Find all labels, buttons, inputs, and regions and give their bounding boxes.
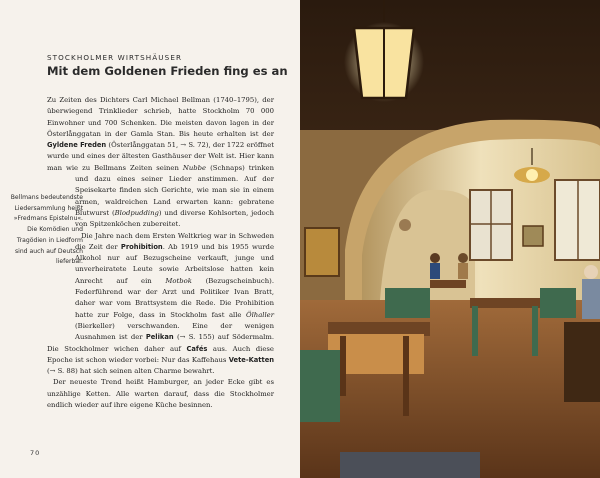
page-number: 70	[30, 449, 41, 457]
venue-vete-katten: Vete-Katten	[228, 355, 274, 364]
paragraph-2: Die Jahre nach dem Ersten Weltkrieg war in Schweden die Zeit der Prohibition. Ab 1919 und bis 1955 wurde Alkohol nur auf Bezugscheine verkauft, junge und unverheiratete Leute sowie Arbeitslose hatten kein Anrecht auf ein Motbok (Bezugscheinbuch). Federführend war der Arzt und Politiker Ivan Bratt, daher war vom Brattsystem die Rede. Die Prohibition hatte zur Folge, dass in Stockholm fast alle Ölhaller (Bierkeller) verschwanden. Eine der wenigen Ausnahmen ist der Pelikan (→ S. 155) auf Södermalm. Die Stockholmer wichen daher auf Cafés aus. Auch diese Epoche ist schon wieder vorbei: Nur das Kaffehaus Vete-Katten (→ S. 88) hat sich seinen alten Charme bewahrt.	[47, 231, 275, 376]
page-headline: Mit dem Goldenen Frieden fing es an	[47, 64, 288, 78]
section-kicker: STOCKHOLMER WIRTSHÄUSER	[47, 53, 183, 62]
term-prohibition: Prohibition	[120, 242, 163, 251]
margin-note: Bellmans bedeutendste Liedersammlung heißt »Fredmans Epistelnu«. Die Komödien und Tragödien in Liedform sind auch auf Deutsch lieferbar.	[10, 194, 83, 266]
paragraph-3: Der neueste Trend heißt Hamburger, an jeder Ecke gibt es unzählige Ketten. Alle warten darauf, dass die Stockholmer endlich wieder auf ihre eigene Küche besinnen.	[47, 378, 274, 410]
term-cafes: Cafés	[186, 344, 208, 353]
restaurant-interior-photo	[300, 0, 600, 478]
right-page	[300, 0, 600, 478]
venue-pelikan: Pelikan	[145, 333, 174, 342]
venue-gyldene-freden: Gyldene Freden	[47, 141, 107, 150]
paragraph-1: Zu Zeiten des Dichters Carl Michael Bellman (1740–1795), der überwiegend Trinklieder schrieb, hatte Stockholm 70 000 Einwohner und 700 Schenken. Die meisten davon lagen in der Österlånggatan in der Gamla Stan. Bis heute erhalten ist der Gyldene Freden (Österlånggatan 51, → S. 72), der 1722 eröffnet wurde und eines der ältesten Gasthäuser der Welt ist. Hier kann man wie zu Bellmans Zeiten seinen Nubbe (Schnaps) trinken und dazu eines seiner Lieder anstimmen. Auf der Speisekarte finden sich Gerichte, wie man sie in einem armen, waldreichen Land erwarten kann: gebratene Blutwurst (Blodpudding) und diverse Kohlsorten, jedoch von Spitzenköchen zubereitet.	[47, 96, 274, 229]
